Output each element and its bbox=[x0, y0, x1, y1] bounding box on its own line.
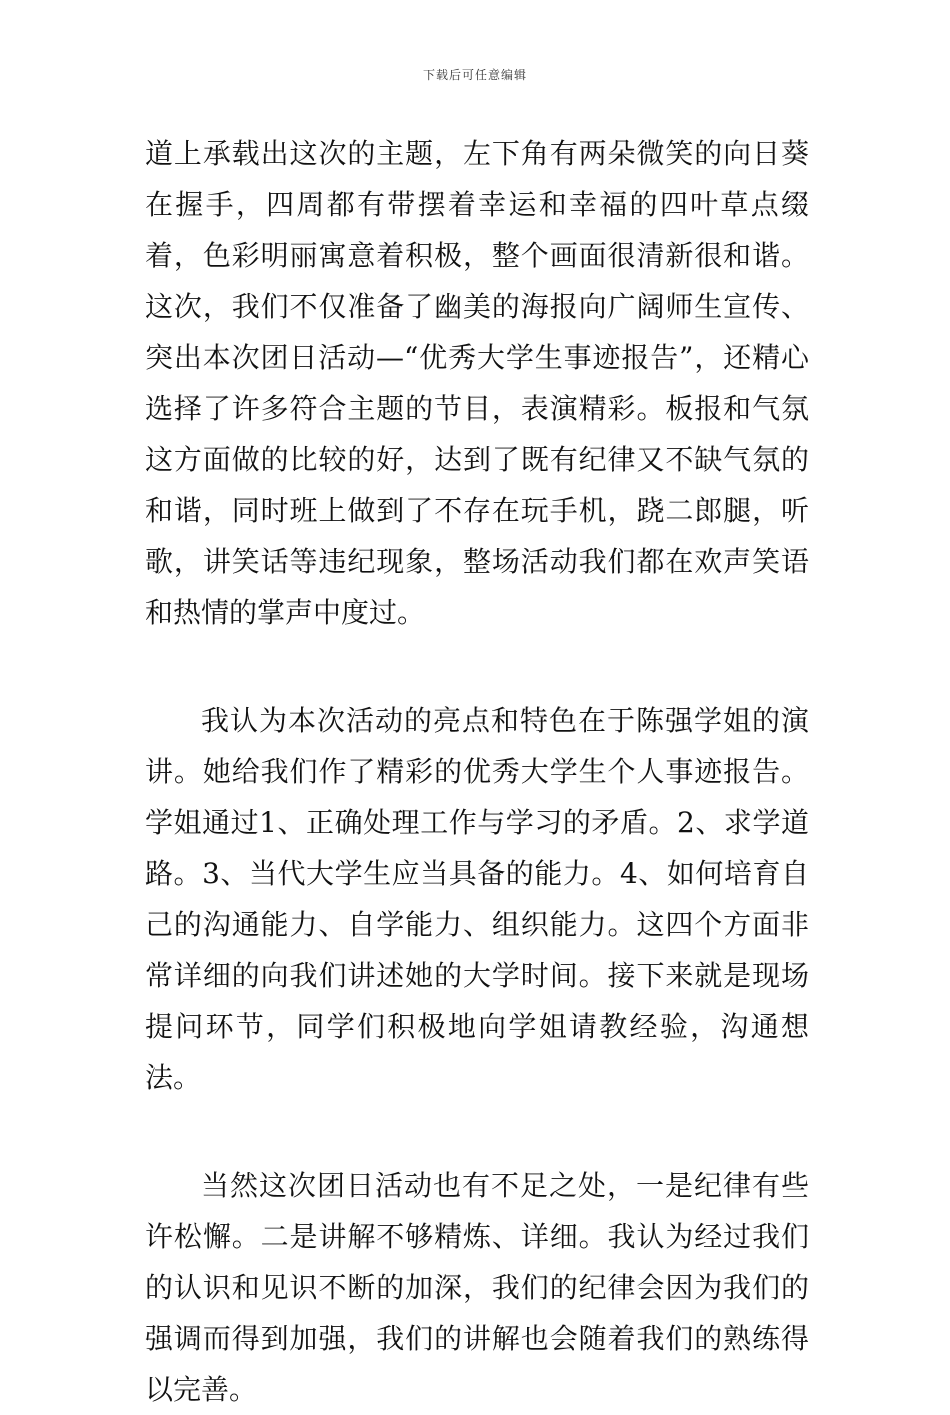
page-header: 下载后可任意编辑 bbox=[422, 68, 527, 82]
document-body bbox=[145, 128, 809, 1415]
paragraph-highlight: 我认为本次活动的亮点和特色在于陈强学姐的演讲。她给我们作了精彩的优秀大学生个人事迹报告。学姐通过1、正确处理工作与学习的矛盾。2、求学道路。3、当代大学生应当具备的能力。4、如何培育自己的沟通能力、自学能力、组织能力。这四个方面非常详细的向我们讲述她的大学时间。接下来就是现场提问环节，同学们积极地向学姐请教经验，沟通想法。 bbox=[145, 704, 809, 1094]
paragraph-continuation: 道上承载出这次的主题，左下角有两朵微笑的向日葵在握手，四周都有带摆着幸运和幸福的四叶草点缀着，色彩明丽寓意着积极，整个画面很清新很和谐。这次，我们不仅准备了幽美的海报向广阔师生宣传、突出本次团日活动—“优秀大学生事迹报告”，还精心选择了许多符合主题的节目，表演精彩。板报和气氛这方面做的比较的好，达到了既有纪律又不缺气氛的和谐，同时班上做到了不存在玩手机，跷二郎腿，听歌，讲笑话等违纪现象，整场活动我们都在欢声笑语和热情的掌声中度过。 bbox=[145, 137, 809, 629]
paragraph-shortcomings: 当然这次团日活动也有不足之处，一是纪律有些许松懈。二是讲解不够精炼、详细。我认为经过我们的认识和见识不断的加深，我们的纪律会因为我们的强调而得到加强，我们的讲解也会随着我们的熟练得以完善。 bbox=[145, 1169, 809, 1406]
